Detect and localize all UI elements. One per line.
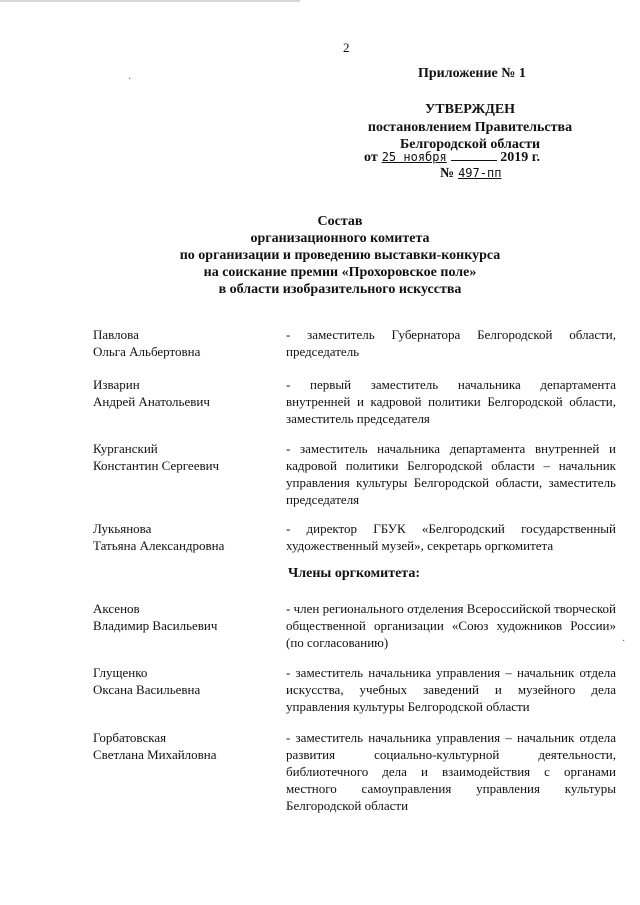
member-name [93, 326, 283, 360]
appendix-label: Приложение № 1 [418, 66, 526, 81]
approved-label: УТВЕРЖДЕН [425, 102, 516, 117]
member-given-names: Андрей Анатольевич [93, 394, 210, 409]
member-surname: Павлова [93, 327, 139, 342]
member-given-names: Оксана Васильевна [93, 682, 201, 697]
member-name [93, 664, 283, 698]
member-role: - первый заместитель начальника департамента внутренней и кадровой политики Белгородской области, заместитель председателя [286, 377, 616, 426]
member-surname: Курганский [93, 441, 158, 456]
member-given-names: Константин Сергеевич [93, 458, 220, 473]
member-name [93, 440, 283, 474]
number-handwritten: 497-пп [458, 166, 502, 180]
title-line: Состав [317, 214, 363, 229]
member-role: - заместитель Губернатора Белгородской области, председатель [286, 327, 616, 359]
member-given-names: Владимир Васильевич [93, 618, 218, 633]
date-handwritten: 25 ноября [381, 150, 447, 164]
number-prefix: № [440, 166, 455, 181]
member-given-names: Светлана Михайловна [93, 747, 217, 762]
date-year: 2019 г. [500, 150, 541, 165]
member-name [93, 729, 283, 763]
scan-speck: · [622, 636, 626, 647]
page-number: 2 [343, 40, 350, 55]
member-surname: Глущенко [93, 665, 148, 680]
member-name [93, 376, 283, 410]
document-title [150, 213, 530, 298]
member-surname: Лукьянова [93, 521, 152, 536]
resolution-date [364, 150, 540, 166]
member-given-names: Ольга Альбертовна [93, 344, 201, 359]
resolution-number [440, 166, 501, 182]
scan-edge-line [0, 0, 300, 2]
member-role: - заместитель начальника департамента внутренней и кадровой политики Белгородской области – начальник управления культуры Белгородской области, заместитель председателя [286, 441, 616, 507]
title-line: по организации и проведению выставки-конкурса [179, 248, 501, 263]
scan-speck: · [128, 74, 132, 85]
date-underline [451, 160, 497, 161]
resolution-line: Белгородской области [399, 137, 541, 152]
resolution-text [364, 119, 576, 153]
member-role: - заместитель начальника управления – начальник отдела развития социально-культурной деятельности, библиотечного дела и взаимодействия с органами местного самоуправления управления культуры Белгородской области [286, 730, 616, 813]
member-name [93, 520, 283, 554]
member-surname: Изварин [93, 377, 140, 392]
member-surname: Горбатовская [93, 730, 167, 745]
title-line: на соискание премии «Прохоровское поле» [203, 265, 477, 280]
member-role: - заместитель начальника управления – начальник отдела искусства, учебных заведений и музейного дела управления культуры Белгородской области [286, 665, 616, 714]
title-line: в области изобразительного искусства [218, 282, 462, 297]
date-prefix: от [364, 150, 378, 165]
title-line: организационного комитета [250, 231, 430, 246]
member-surname: Аксенов [93, 601, 140, 616]
member-role: - директор ГБУК «Белгородский государственный художественный музей», секретарь оргкомитета [286, 521, 616, 553]
members-heading: Члены оргкомитета: [288, 566, 421, 581]
member-name [93, 600, 283, 634]
member-given-names: Татьяна Александровна [93, 538, 225, 553]
resolution-line: постановлением Правительства [367, 120, 573, 135]
member-role: - член регионального отделения Всероссийской творческой общественной организации «Союз художников России» (по согласованию) [286, 601, 616, 650]
